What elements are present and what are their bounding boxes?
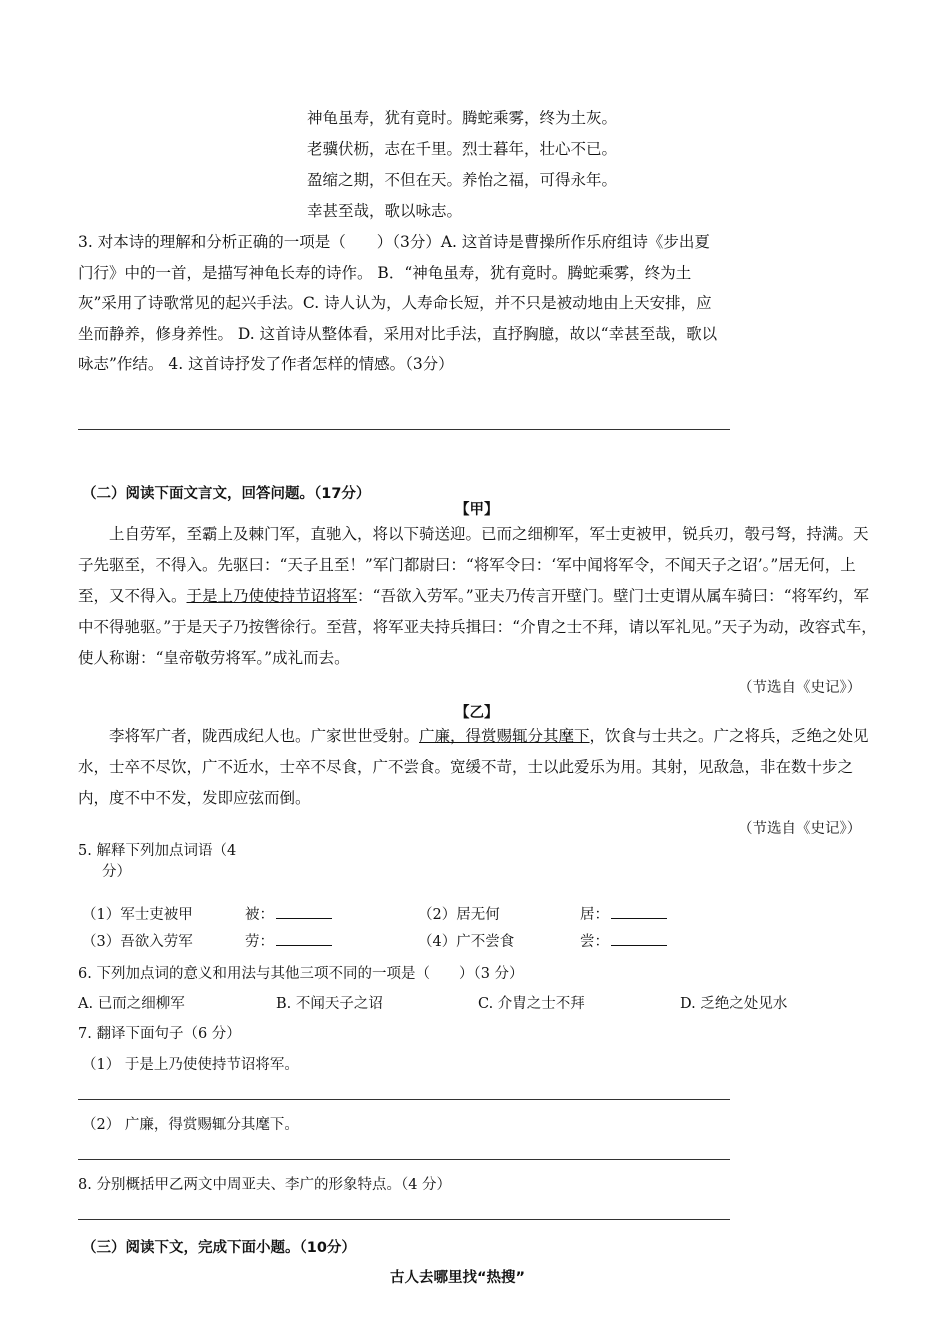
question-8-stem: 8. 分别概括甲乙两文中周亚夫、李广的形象特点。（4 分） xyxy=(78,1177,452,1193)
jia-title: 【甲】 xyxy=(455,502,499,518)
q5-item-blank[interactable]: 居： xyxy=(580,903,667,924)
q6-option-a[interactable]: A. 已而之细柳军 xyxy=(78,996,185,1012)
q5-item-blank[interactable]: 劳： xyxy=(245,930,332,951)
q5-item-blank[interactable]: 被： xyxy=(245,903,332,924)
answer-line[interactable] xyxy=(78,1099,730,1100)
section-3-heading: （三）阅读下文，完成下面小题。（10分） xyxy=(82,1240,356,1256)
yi-passage xyxy=(78,721,878,814)
question-7-stem: 7. 翻译下面句子（6 分） xyxy=(78,1026,241,1042)
q5-item-phrase: （2）居无何 xyxy=(418,907,500,923)
poem-line: 幸甚至哉，歌以咏志。 xyxy=(307,202,463,220)
poem-line: 神龟虽寿，犹有竟时。腾蛇乘雾，终为土灰。 xyxy=(307,109,618,127)
yi-text-part2: ，饮食与士共之。广之将兵，乏绝之处见水，士卒不尽饮，广不近水，士卒不尽食，广不尝食。宽缓不苛，士以此爱乐为用。其射，见敌急，非在数十步之内，度不中不发，发即应弦而倒。 xyxy=(78,727,869,807)
q5-item-blank[interactable]: 尝： xyxy=(580,930,667,951)
q6-option-d[interactable]: D. 乏绝之处见水 xyxy=(680,996,788,1012)
yi-text-part1: 李将军广者，陇西成纪人也。广家世世受射。 xyxy=(109,727,420,745)
q6-option-b[interactable]: B. 不闻天子之诏 xyxy=(276,996,383,1012)
jia-text-part1: 上自劳军，至霸上及棘门军，直驰入，将以下骑送迎。已而之细柳军，军士吏被甲，锐兵刃，彀弓弩，持满。天子先驱至，不得入。先驱曰：“天子且至！”军门都尉曰：“将军令曰：‘军中闻将军令，不闻天子之诏’。”居无何，上至，又不得入。 xyxy=(78,525,869,605)
question-5-stem: 5. 解释下列加点词语（4 xyxy=(78,843,237,859)
question-5-stem-cont: 分） xyxy=(102,864,131,880)
jia-passage xyxy=(78,519,878,674)
poem-line: 盈缩之期，不但在天。养怡之福，可得永年。 xyxy=(307,171,618,189)
q7-sentence-2: （2） 广廉，得赏赐辄分其麾下。 xyxy=(82,1117,299,1133)
answer-line[interactable] xyxy=(78,1159,730,1160)
section-3-title: 古人去哪里找“热搜” xyxy=(390,1270,526,1286)
source-note: （节选自《史记》） xyxy=(738,821,862,837)
yi-title: 【乙】 xyxy=(455,705,499,721)
poem-line: 老骥伏枥，志在千里。烈士暮年，壮心不已。 xyxy=(307,140,618,158)
source-note: （节选自《史记》） xyxy=(738,680,862,696)
jia-underlined-sentence: 于是上乃使使持节诏将军 xyxy=(186,587,358,605)
section-2-heading: （二）阅读下面文言文，回答问题。（17分） xyxy=(82,486,371,502)
q5-item-phrase: （3）吾欲入劳军 xyxy=(82,934,193,950)
q7-sentence-1: （1） 于是上乃使使持节诏将军。 xyxy=(82,1057,299,1073)
yi-underlined-sentence: 广廉，得赏赐辄分其麾下 xyxy=(419,727,590,745)
jia-text-part2: ：“吾欲入劳军。”亚夫乃传言开壁门。壁门士吏谓从属车骑曰：“将军约，军中不得驰驱。”于是天子乃按辔徐行。至营，将军亚夫持兵揖曰：“介胄之士不拜，请以军礼见。”天子为动，改容式车，使人称谢：“皇帝敬劳将军。”成礼而去。 xyxy=(78,587,877,667)
q5-item-phrase: （4）广不尝食 xyxy=(418,934,515,950)
question-3-4: 3. 对本诗的理解和分析正确的一项是（ ）（3分）A. 这首诗是曹操所作乐府组诗《步出夏门行》中的一首，是描写神龟长寿的诗作。 B．“神龟虽寿，犹有竟时。腾蛇乘雾，终为土灰”采用了诗歌常见的起兴手法。C. 诗人认为，人寿命长短，并不只是被动地由上天安排，应坐而静养，修身养性。 D. 这首诗从整体看，采用对比手法，直抒胸臆，故以“幸甚至哉，歌以咏志”作结。 4. 这首诗抒发了作者怎样的情感。（3分） xyxy=(78,233,718,373)
q5-item-phrase: （1）军士吏被甲 xyxy=(82,907,193,923)
answer-line[interactable] xyxy=(78,1219,730,1220)
question-6-stem: 6. 下列加点词的意义和用法与其他三项不同的一项是（ ）（3 分） xyxy=(78,966,524,982)
q6-option-c[interactable]: C. 介胄之士不拜 xyxy=(478,996,585,1012)
answer-line xyxy=(78,429,730,430)
